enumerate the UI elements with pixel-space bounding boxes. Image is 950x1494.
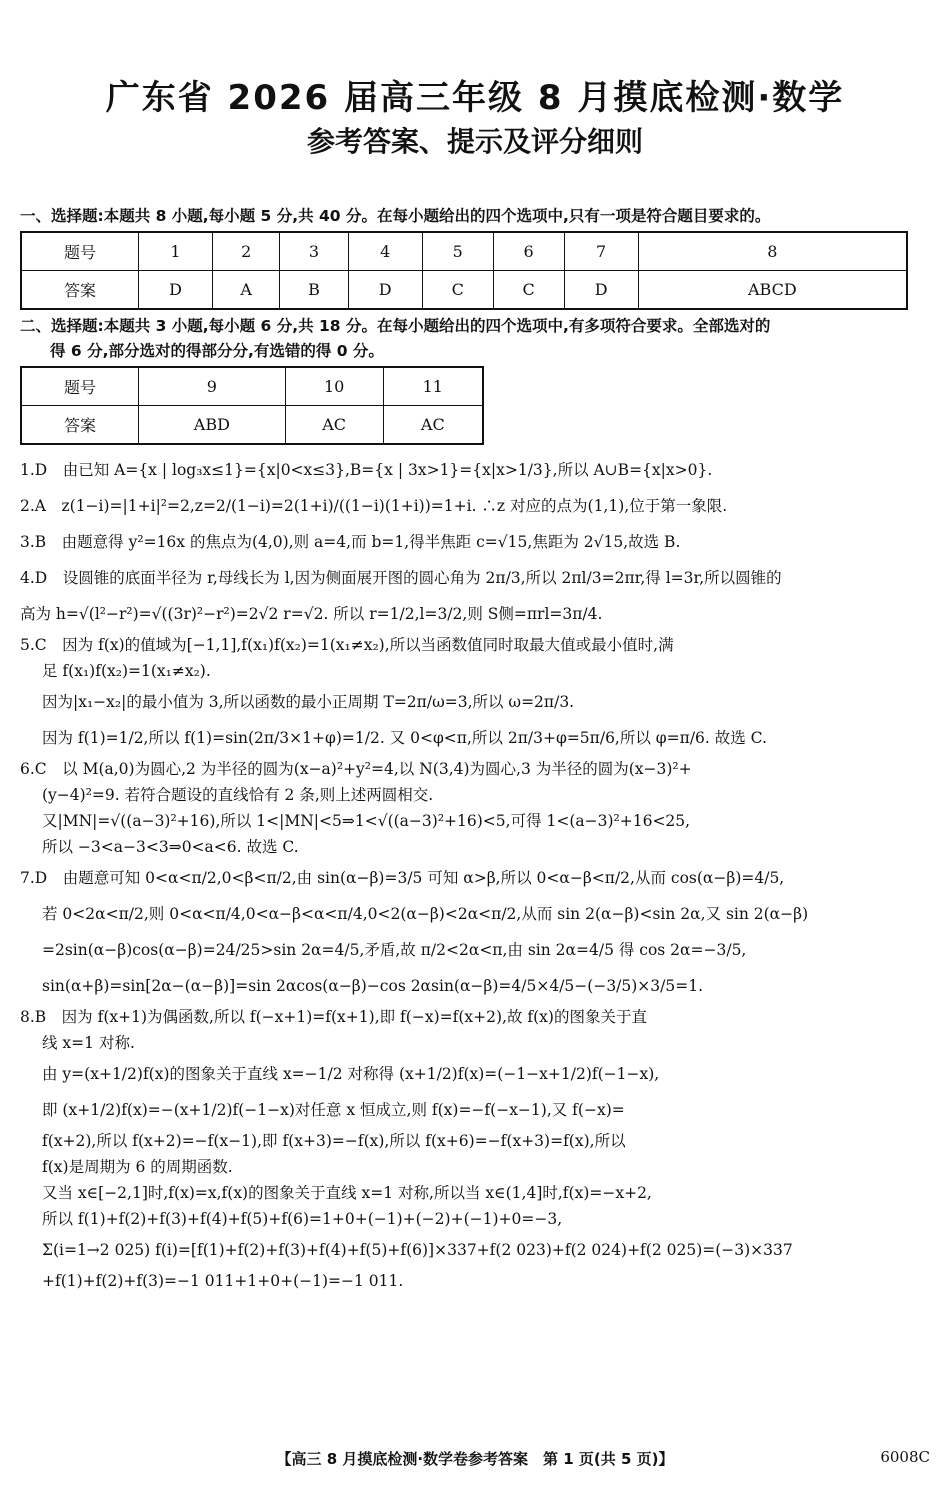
row-label-answer: 答案 [21, 271, 139, 310]
table-row-numbers [21, 232, 907, 271]
solution-line: f(x+2),所以 f(x+2)=−f(x−1),即 f(x+3)=−f(x),所以 f(x+6)=−f(x+3)=f(x),所以 [42, 1132, 626, 1150]
section1-heading-text: 一、选择题:本题共 8 小题,每小题 5 分,共 40 分。在每小题给出的四个选项中,只有一项是符合题目要求的。 [20, 207, 771, 225]
q-answer: D [564, 271, 638, 310]
solution-line: +f(1)+f(2)+f(3)=−1 011+1+0+(−1)=−1 011. [42, 1272, 404, 1290]
q-answer: C [422, 271, 493, 310]
section2-heading [20, 314, 930, 364]
section2-answer-table [20, 366, 484, 445]
q-number: 1 [139, 232, 213, 271]
solution-line: 3.B 由题意得 y²=16x 的焦点为(4,0),则 a=4,而 b=1,得半焦距 c=√15,焦距为 2√15,故选 B. [20, 533, 681, 551]
q-number: 3 [280, 232, 348, 271]
page-subtitle: 参考答案、提示及评分细则 [306, 125, 643, 158]
solution-line: 由 y=(x+1/2)f(x)的图象关于直线 x=−1/2 对称得 (x+1/2)f(x)=(−1−x+1/2)f(−1−x), [42, 1065, 660, 1083]
solution-line: 即 (x+1/2)f(x)=−(x+1/2)f(−1−x)对任意 x 恒成立,则 f(x)=−f(−x−1),又 f(−x)= [42, 1101, 625, 1119]
solution-line: 7.D 由题意可知 0<α<π/2,0<β<π/2,由 sin(α−β)=3/5 可知 α>β,所以 0<α−β<π/2,从而 cos(α−β)=4/5, [20, 869, 785, 887]
q-answer: AC [285, 406, 383, 445]
solution-line: 因为|x₁−x₂|的最小值为 3,所以函数的最小正周期 T=2π/ω=3,所以 ω=2π/3. [42, 693, 575, 711]
page-title: 广东省 2026 届高三年级 8 月摸底检测·数学 [105, 78, 845, 118]
solution-line: 4.D 设圆锥的底面半径为 r,母线长为 l,因为侧面展开图的圆心角为 2π/3,所以 2πl/3=2πr,得 l=3r,所以圆锥的 [20, 569, 782, 587]
section2-heading-text: 二、选择题:本题共 3 小题,每小题 6 分,共 18 分。在每小题给出的四个选项中,有多项符合要求。全部选对的 [20, 317, 771, 335]
q-answer: ABD [139, 406, 286, 445]
q-number: 6 [493, 232, 564, 271]
q-answer: ABCD [638, 271, 907, 310]
section1-heading [20, 204, 930, 229]
q-number: 11 [383, 367, 483, 406]
q-number: 10 [285, 367, 383, 406]
solution-line: 所以 f(1)+f(2)+f(3)+f(4)+f(5)+f(6)=1+0+(−1)+(−2)+(−1)+0=−3, [42, 1210, 563, 1228]
section1-answer-table [20, 231, 908, 310]
table-row-answers [21, 406, 483, 445]
solution-line: 6.C 以 M(a,0)为圆心,2 为半径的圆为(x−a)²+y²=4,以 N(3,4)为圆心,3 为半径的圆为(x−3)²+ [20, 760, 692, 778]
q-number: 2 [213, 232, 280, 271]
page-footer [0, 1448, 950, 1472]
solution-line: 线 x=1 对称. [42, 1034, 135, 1052]
solution-line: 又|MN|=√((a−3)²+16),所以 1<|MN|<5⇒1<√((a−3)²+16)<5,可得 1<(a−3)²+16<25, [42, 812, 691, 830]
q-answer: B [280, 271, 348, 310]
q-number: 5 [422, 232, 493, 271]
solution-line: Σ(i=1→2 025) f(i)=[f(1)+f(2)+f(3)+f(4)+f(5)+f(6)]×337+f(2 023)+f(2 024)+f(2 025)=(−3)×337 [42, 1241, 793, 1259]
solution-line: 高为 h=√(l²−r²)=√((3r)²−r²)=2√2 r=√2. 所以 r=1/2,l=3/2,则 S侧=πrl=3π/4. [20, 605, 603, 623]
solution-line: f(x)是周期为 6 的周期函数. [42, 1158, 233, 1176]
solution-line: 足 f(x₁)f(x₂)=1(x₁≠x₂). [42, 662, 211, 680]
solution-line: 8.B 因为 f(x+1)为偶函数,所以 f(−x+1)=f(x+1),即 f(−x)=f(x+2),故 f(x)的图象关于直 [20, 1008, 647, 1026]
q-answer: A [213, 271, 280, 310]
q-number: 7 [564, 232, 638, 271]
q-answer: C [493, 271, 564, 310]
row-label-answer: 答案 [21, 406, 139, 445]
solution-line: 所以 −3<a−3<3⇒0<a<6. 故选 C. [42, 838, 299, 856]
q-answer: D [139, 271, 213, 310]
solution-line: (y−4)²=9. 若符合题设的直线恰有 2 条,则上述两圆相交. [42, 786, 434, 804]
table-row-answers [21, 271, 907, 310]
solution-line: 1.D 由已知 A={x | log₃x≤1}={x|0<x≤3},B={x | 3x>1}={x|x>1/3},所以 A∪B={x|x>0}. [20, 461, 713, 479]
q-number: 8 [638, 232, 907, 271]
table-row-numbers [21, 367, 483, 406]
section2-heading-cont: 得 6 分,部分选对的得部分分,有选错的得 0 分。 [50, 342, 384, 360]
solutions-block [20, 452, 932, 1294]
solution-line: 2.A z(1−i)=|1+i|²=2,z=2/(1−i)=2(1+i)/((1−i)(1+i))=1+i. ∴z 对应的点为(1,1),位于第一象限. [20, 497, 728, 515]
solution-line: 因为 f(1)=1/2,所以 f(1)=sin(2π/3×1+φ)=1/2. 又 0<φ<π,所以 2π/3+φ=5π/6,所以 φ=π/6. 故选 C. [42, 729, 767, 747]
solution-line: 若 0<2α<π/2,则 0<α<π/4,0<α−β<α<π/4,0<2(α−β)<2α<π/2,从而 sin 2(α−β)<sin 2α,又 sin 2(α−β) [42, 905, 809, 923]
footer-page-info: 【高三 8 月摸底检测·数学卷参考答案 第 1 页(共 5 页)】 [276, 1450, 674, 1468]
q-answer: AC [383, 406, 483, 445]
q-number: 9 [139, 367, 286, 406]
solution-line: sin(α+β)=sin[2α−(α−β)]=sin 2αcos(α−β)−cos 2αsin(α−β)=4/5×4/5−(−3/5)×3/5=1. [42, 977, 704, 995]
q-number: 4 [348, 232, 422, 271]
row-label-number: 题号 [21, 232, 139, 271]
row-label-number: 题号 [21, 367, 139, 406]
solution-line: 又当 x∈[−2,1]时,f(x)=x,f(x)的图象关于直线 x=1 对称,所以当 x∈(1,4]时,f(x)=−x+2, [42, 1184, 652, 1202]
footer-code: 6008C [880, 1448, 930, 1466]
solution-line: =2sin(α−β)cos(α−β)=24/25>sin 2α=4/5,矛盾,故 π/2<2α<π,由 sin 2α=4/5 得 cos 2α=−3/5, [42, 941, 747, 959]
solution-line: 5.C 因为 f(x)的值域为[−1,1],f(x₁)f(x₂)=1(x₁≠x₂),所以当函数值同时取最大值或最小值时,满 [20, 636, 674, 654]
q-answer: D [348, 271, 422, 310]
